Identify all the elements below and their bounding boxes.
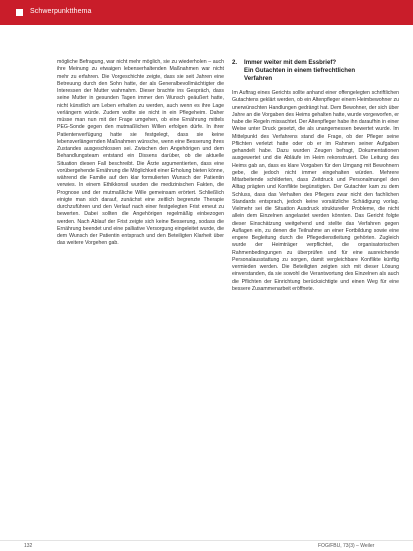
section-label: Schwerpunktthema	[30, 8, 92, 15]
heading-line: Ein Gutachten in einem tiefrechtlichen	[244, 67, 356, 74]
heading-line: Verfahren	[244, 75, 273, 82]
right-body	[232, 90, 399, 293]
right-paragraph: Im Auftrag eines Gerichts sollte anhand einer offengelegten schriftlichen Gutachtens geklärt werden, ob ein Altenpfleger einem Heimbewohner zu unerwünschten Handlungen gedrängt hat. Dem Bewohner, der sich über Jahre an die Vorgaben des Heims gehalten hatte, wurde vorgeworfen, er habe die Regeln missachtet. Der Altenpfleger habe ihn daraufhin in einer Weise unter Druck gesetzt, die als unangemessen bewertet wurde. Im Mittelpunkt des Verfahrens stand die Frage, ob der Pfleger seine Pflichten verletzt hatte oder ob er im Rahmen seiner Aufgaben gehandelt habe. Dazu wurden Zeugen befragt, Dokumentationen ausgewertet und die Abläufe im Heim rekonstruiert. Die Leitung des Heims gab an, dass es klare Vorgaben für den Umgang mit Bewohnern gebe, die jedoch nicht immer eingehalten würden. Mehrere Mitarbeitende schilderten, dass Zeitdruck und Personalmangel den Alltag prägten und Konflikte begünstigten. Der Gutachter kam zu dem Schluss, dass das Verhalten des Pflegers zwar nicht den fachlichen Standards entsprach, jedoch keine vorsätzliche Schädigung vorlag. Vielmehr sei die Situation Ausdruck struktureller Probleme, die nicht allein dem Einzelnen angelastet werden könnten. Das Gericht folgte dieser Einschätzung weitgehend und stellte das Verfahren gegen Auflagen ein, zu denen die Teilnahme an einer Fortbildung sowie eine engere Begleitung durch die Pflegedienstleitung gehörten. Zugleich wurde der Heimträger verpflichtet, die organisatorischen Rahmenbedingungen zu überprüfen und für eine ausreichende Personalausstattung zu sorgen, damit vergleichbare Konflikte künftig vermieden werden. Die Beteiligten zeigten sich mit dieser Lösung einverstanden, da sie sowohl die Verantwortung des Einzelnen als auch die Pflichten der Einrichtung berücksichtigte und einen Weg für eine bessere Zusammenarbeit eröffnete.	[232, 90, 399, 292]
left-column	[57, 59, 224, 248]
heading-number: 2.	[232, 59, 238, 66]
footer-divider	[0, 540, 413, 541]
section-heading	[232, 59, 399, 83]
heading-text	[244, 59, 399, 83]
header-bar	[0, 0, 413, 25]
section-marker-icon	[16, 9, 23, 16]
left-paragraph: mögliche Befragung, war nicht mehr möglich, sie zu wiederholen – auch ihre Meinung zu etwaigen lebenserhaltenden Maßnahmen war nicht mehr zu erfahren. Die Vorgeschichte zeigte, dass sie seit Jahren eine Betreuung durch den Sohn hatte, der als Generalbevollmächtigter die Interessen der Mutter wahrnahm. Dieser brachte ins Gespräch, dass seine Mutter in gesunden Tagen immer den Wunsch geäußert hatte, nicht künstlich am Leben erhalten zu werden, auch wenn es ihre Lage verlängern würde. Zudem wollte sie nicht in ein Pflegeheim. Daher müsse man nun mit der Frage umgehen, ob eine Ernährung mittels PEG-Sonde gegen den mutmaßlichen Willen erfolgen dürfe. In ihrer Patientenverfügung hatte sie festgelegt, dass sie keine lebensverlängernden Maßnahmen wünsche, wenn eine Besserung ihres Zustandes ausgeschlossen sei. Zwischen den Angehörigen und dem Behandlungsteam entstand ein Dissens darüber, ob die aktuelle Situation diesen Fall beschreibt. Die Ärzte argumentierten, dass eine vorübergehende Ernährung die Möglichkeit einer Erholung bieten könne, während die Familie auf den klar formulierten Wunsch der Patientin verwies. In einem Ethikkonsil wurden die medizinischen Fakten, die Prognose und der mutmaßliche Wille gemeinsam erörtert. Schließlich einigte man sich darauf, zunächst eine zeitlich begrenzte Therapie durchzuführen und den Verlauf nach einer festgelegten Frist erneut zu bewerten. Dabei sollten die Angehörigen regelmäßig einbezogen werden. Nach Ablauf der Frist zeigte sich keine Besserung, sodass die Ernährung beendet und eine palliative Versorgung eingeleitet wurde, die dem Wunsch der Patientin entsprach und den Beteiligten Klarheit über das weitere Vorgehen gab.	[57, 59, 224, 247]
page-number: 132	[24, 543, 33, 549]
journal-citation: FOG/FBU, 73(3) – Weiler	[318, 543, 375, 549]
right-column	[232, 59, 399, 293]
heading-line: Immer weiter mit dem Essbrief?	[244, 59, 337, 66]
